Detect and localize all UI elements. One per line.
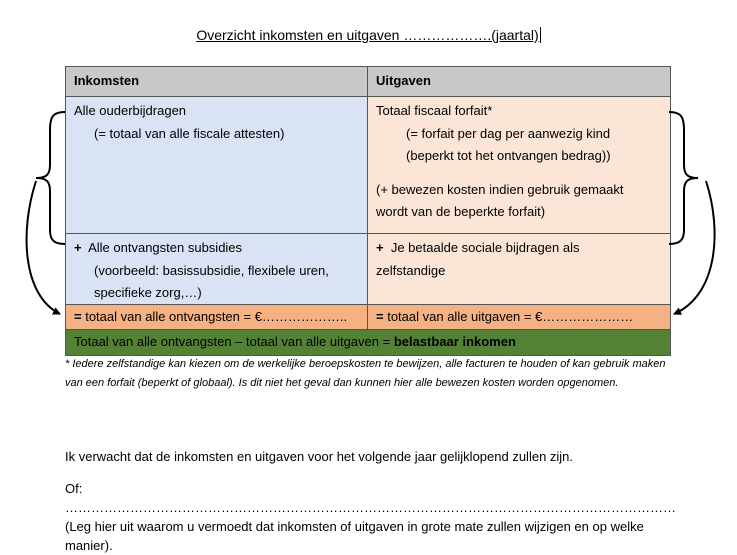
header-income: Inkomsten [66, 67, 368, 97]
table-row-main [66, 97, 670, 234]
equals-sign: = [74, 309, 82, 324]
income-parent-contributions: Alle ouderbijdragen [74, 103, 187, 118]
income-main-cell [66, 97, 368, 234]
table-row-additions [66, 234, 670, 305]
plus-sign: + [74, 240, 82, 255]
expenses-flat-rate-note-1: (= forfait per dag per aanwezig kind [406, 125, 611, 141]
header-expenses: Uitgaven [368, 67, 670, 97]
expenses-total-cell [368, 305, 670, 330]
left-arrow [27, 181, 60, 314]
income-subsidies: Alle ontvangsten subsidies [88, 240, 243, 255]
title-text: Overzicht inkomsten en uitgaven ……………….(jaartal) [196, 27, 539, 43]
footnote: * Iedere zelfstandige kan kiezen om de werkelijke beroepskosten te bewijzen, alle facturen te houden of kan gebruik maken van een forfait (beperkt of globaal). Is dit niet het geval dan kunnen hier alle bewezen kosten worden opgenomen. [65, 358, 666, 389]
expenses-social-contributions: Je betaalde sociale bijdragen als [390, 240, 580, 255]
table-row-totals [66, 305, 670, 330]
right-arrow [674, 181, 715, 314]
income-subsidies-cell [66, 234, 368, 305]
expenses-total: totaal van alle uitgaven = €………………… [387, 309, 634, 324]
equals-sign: = [376, 309, 384, 324]
left-brace [36, 112, 65, 244]
alternative-explanation: Of: …………………………………………………………………………………………………………………………… (Leg hier uit waarom u vermoedt dat inkomsten of uitgaven in grote mate zullen wijzigen en op welke manier). [65, 481, 676, 553]
text-cursor [540, 27, 541, 43]
expenses-proven-costs-1: (+ bewezen kosten indien gebruik gemaakt [376, 181, 624, 197]
table-row-result [66, 330, 670, 355]
income-subsidies-example-1: (voorbeeld: basissubsidie, flexibele uren, [94, 262, 329, 278]
taxable-income-formula: Totaal van alle ontvangsten – totaal van alle uitgaven = [74, 334, 394, 349]
expenses-social-contributions-2: zelfstandige [376, 262, 446, 278]
expectation-statement: Ik verwacht dat de inkomsten en uitgaven voor het volgende jaar gelijklopend zullen zijn. [65, 449, 574, 464]
income-total-cell [66, 305, 368, 330]
expenses-flat-rate-note-2: (beperkt tot het ontvangen bedrag)) [406, 148, 611, 163]
table-header-row [66, 67, 670, 97]
expenses-proven-costs-2: wordt van de beperkte forfait) [376, 204, 546, 219]
expenses-fiscal-flat-rate: Totaal fiscaal forfait* [376, 103, 493, 118]
spacer [376, 168, 662, 179]
document-title [0, 27, 737, 43]
income-expense-table [65, 66, 671, 356]
right-brace [669, 112, 698, 244]
expenses-main-cell [368, 97, 670, 234]
expenses-social-contributions-cell [368, 234, 670, 305]
taxable-income-cell [66, 330, 670, 355]
taxable-income-label: belastbaar inkomen [393, 334, 516, 349]
plus-sign: + [376, 240, 384, 255]
income-subsidies-example-2: specifieke zorg,…) [94, 285, 202, 300]
income-parent-contributions-note: (= totaal van alle fiscale attesten) [94, 125, 285, 141]
income-total: totaal van alle ontvangsten = €……………….. [85, 309, 348, 324]
